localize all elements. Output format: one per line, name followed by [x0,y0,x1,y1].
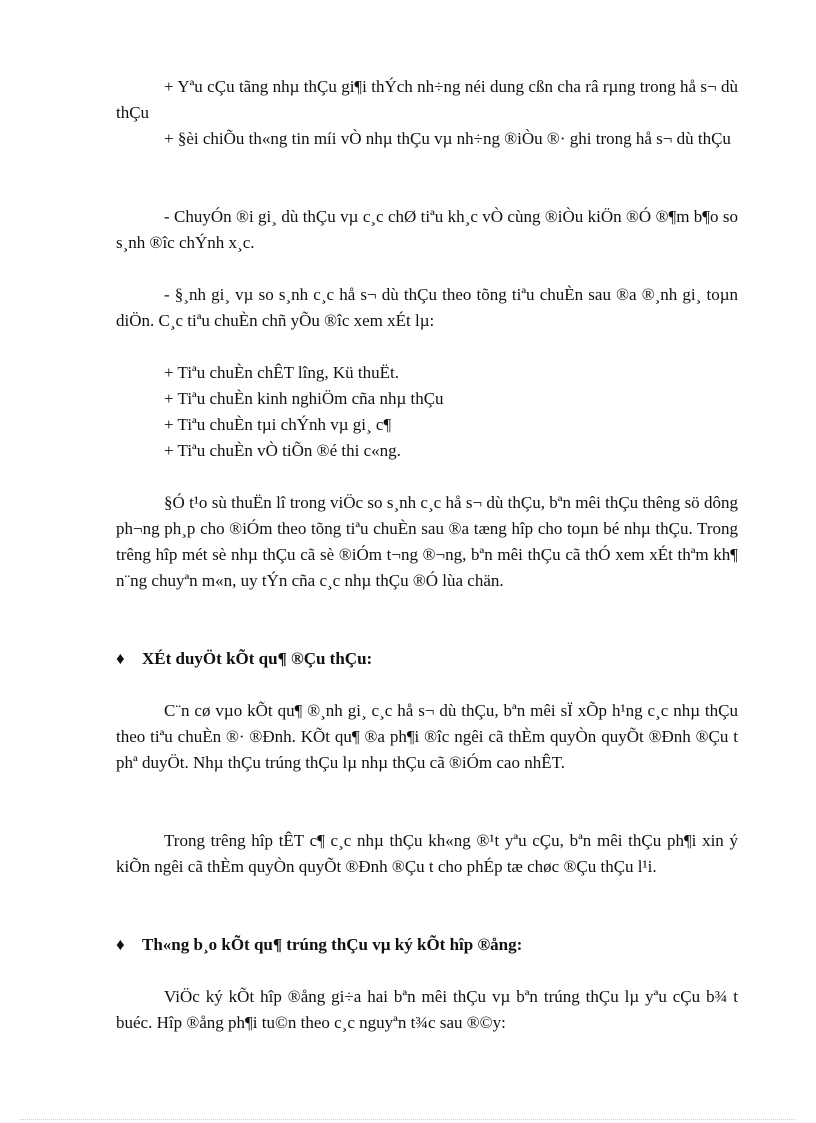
paragraph-convert-bid-price: - ChuyÓn ®i gi¸ dù thÇu vµ c¸c chØ tiªu kh¸c vÒ cùng ®iÒu kiÖn ®Ó ®¶m b¶o so s¸nh ®îc chÝnh x¸c. [116,207,738,252]
diamond-bullet-icon: ♦ [116,649,125,668]
paragraph-evaluate-compare: - §¸nh gi¸ vµ so s¸nh c¸c hå s¬ dù thÇu theo tõng tiªu chuÈn sau ®a ®¸nh gi¸ toµn diÖn. C¸c tiªu chuÈn chñ yÕu ®îc xem xÉt lµ: [116,285,738,330]
diamond-bullet-icon: ♦ [116,935,125,954]
paragraph-ranking: C¨n cø vµo kÕt qu¶ ®¸nh gi¸ c¸c hå s¬ dù thÇu, bªn mêi sÏ xÕp h¹ng c¸c nhµ thÇu theo tiªu chuÈn ®· ®Ðnh. KÕt qu¶ ®a ph¶i ®îc ngêi cã thÈm quyÒn quyÕt ®Ðnh ®Çu t phª duyÖt. Nhµ thÇu trúng thÇu lµ nhµ thÇu cã ®iÓm cao nhÊT. [116,701,738,772]
paragraph-rebid: Trong trêng hîp tÊT c¶ c¸c nhµ thÇu kh«ng ®¹t yªu cÇu, bªn mêi thÇu ph¶i xin ý kiÕn ngêi cã thÈm quyÒn quyÕt ®Ðnh ®Çu t cho phÉp tæ chøc ®Çu thÇu l¹i. [116,831,738,876]
paragraph-contract-signing: ViÖc ký kÕt hîp ®ång gi÷a hai bªn mêi thÇu vµ bªn trúng thÇu lµ yªu cÇu b¾ t buéc. Hîp ®ång ph¶i tu©n theo c¸c nguyªn t¾c sau ®©y: [116,987,738,1032]
paragraph-scoring-method: §Ó t¹o sù thuËn lî trong viÖc so s¸nh c¸c hå s¬ dù thÇu, bªn mêi thÇu thêng sö dông ph¬ng ph¸p cho ®iÓm theo tõng tiªu chuÈn sau ®a tæng hîp cho toµn bé nhµ thÇu. Trong trêng hîp mét sè nhµ thÇu cã sè ®iÓm t¬ng ®¬ng, bªn mêi thÇu cã thÓ xem xÉt thªm kh¶ n¨ng chuyªn m«n, uy tÝn cña c¸c nhµ thÇu ®Ó lùa chän. [116,493,738,590]
list-item: + Tiªu chuÈn kinh nghiÖm cña nhµ thÇu [164,389,444,408]
list-item: + Tiªu chuÈn vÒ tiÕn ®é thi c«ng. [164,441,401,460]
section-heading-notify-contract [116,932,522,958]
page-bottom-divider [20,1119,796,1120]
section-heading-text: XÉt duyÖt kÕt qu¶ ®Çu thÇu: [142,649,373,668]
list-item: + Tiªu chuÈn tµi chÝnh vµ gi¸ c¶ [164,415,392,434]
section-heading-text: Th«ng b¸o kÕt qu¶ trúng thÇu vµ ký kÕt hîp ®ång: [142,935,523,954]
paragraph-compare-information: + §èi chiÕu th«ng tin míi vÒ nhµ thÇu vµ nh÷ng ®iÒu ®· ghi trong hå s¬ dù thÇu [164,129,731,148]
list-item: + Tiªu chuÈn chÊT lîng, Kü thuËt. [164,363,399,382]
paragraph-request-clarification: + Yªu cÇu tãng nhµ thÇu gi¶i thÝch nh÷ng néi dung cßn cha râ rµng trong hå s¬ dù thÇu [116,77,738,122]
section-heading-review-results [116,646,372,672]
